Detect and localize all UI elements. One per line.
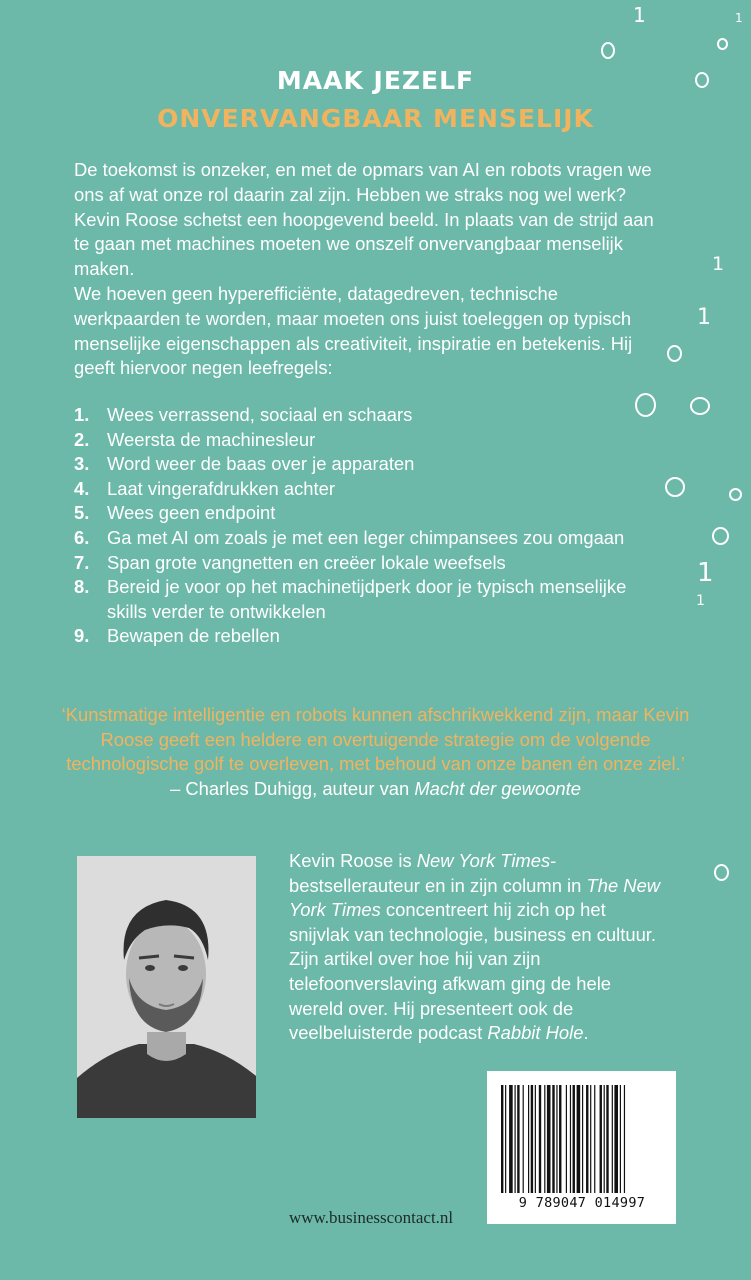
author-photo [77, 856, 256, 1118]
list-number: 8. [74, 576, 90, 598]
title-line-1: MAAK JEZELF [276, 66, 475, 95]
barcode-bar [582, 1085, 583, 1193]
bio-text: . [583, 1022, 589, 1044]
list-item [74, 624, 634, 649]
circle-decoration [717, 38, 728, 50]
digit-one-decoration: 1 [633, 3, 646, 27]
list-text: Ga met AI om zoals je met een leger chimpansees zou omgaan [107, 526, 625, 548]
barcode-bar [590, 1085, 591, 1193]
author-bio [289, 849, 669, 1046]
digit-one-decoration: 1 [735, 11, 743, 25]
list-number: 6. [74, 526, 90, 548]
barcode-bar [523, 1085, 524, 1193]
barcode-bar [544, 1085, 545, 1193]
barcode-bar [600, 1085, 602, 1193]
list-number: 9. [74, 625, 90, 647]
barcode-bar [586, 1085, 588, 1193]
barcode-bar [614, 1085, 618, 1193]
barcode-bar [509, 1085, 513, 1193]
circle-decoration [635, 393, 656, 417]
barcode-bar [624, 1085, 625, 1193]
bio-podcast: Rabbit Hole [487, 1022, 584, 1044]
list-text: Span grote vangnetten en creëer lokale weefsels [107, 551, 506, 573]
barcode-bar [517, 1085, 519, 1193]
list-number: 1. [74, 404, 90, 425]
list-item [74, 551, 634, 576]
list-item [74, 501, 634, 526]
rules-list [74, 403, 634, 649]
barcode-bar [531, 1085, 533, 1193]
bio-text: Kevin Roose is [289, 850, 417, 871]
list-text: Bewapen de rebellen [107, 625, 280, 647]
barcode-bar [566, 1085, 567, 1193]
quote-text: ‘Kunstmatige intelligentie en robots kunnen afschrikwekkend zijn, maar Kevin Roose geeft een heldere en overtuigende strategie om de volgende technologische golf te overleven, met behoud van onze banen én onze ziel.’ [61, 704, 690, 775]
list-item [74, 526, 634, 551]
list-number: 3. [74, 453, 90, 475]
barcode-bar [577, 1085, 581, 1193]
circle-decoration [714, 864, 729, 881]
digit-one-decoration: 1 [712, 253, 725, 275]
barcode-bar [539, 1085, 541, 1193]
circle-decoration [601, 42, 615, 59]
list-text: Wees verrassend, sociaal en schaars [107, 404, 413, 425]
review-quote [60, 703, 691, 801]
circle-decoration [729, 488, 742, 501]
title-line-2: ONVERVANGBAAR MENSELIJK [157, 104, 594, 133]
barcode-bar [515, 1085, 516, 1193]
list-text: Bereid je voor op het machinetijdperk door je typisch menselijke skills verder te ontwikkelen [107, 576, 627, 622]
circle-decoration [712, 527, 729, 545]
barcode-bar [612, 1085, 613, 1193]
list-item [74, 452, 634, 477]
barcode-bar [501, 1085, 503, 1193]
list-number: 2. [74, 428, 90, 450]
barcode-bar [552, 1085, 554, 1193]
author-portrait-icon [77, 856, 256, 1118]
digit-one-decoration: 1 [697, 558, 714, 588]
isbn-number: 9 789047 014997 [518, 1195, 646, 1211]
circle-decoration [690, 397, 710, 415]
intro-paragraph: We hoeven geen hyperefficiënte, datagedreven, technische werkpaarden te worden, maar moeten ons juist toeleggen op typisch menselijke eigenschappen als creativiteit, inspiratie en betekenis. Hij geeft hiervoor negen leefregels: [74, 282, 633, 379]
attribution-book: Macht der gewoonte [414, 777, 581, 799]
list-item [74, 403, 634, 428]
quote-attribution [60, 777, 691, 802]
publisher-url[interactable]: www.businesscontact.nl [289, 1208, 454, 1227]
barcode-bar [559, 1085, 561, 1193]
barcode-bar [528, 1085, 529, 1193]
barcode-bar [573, 1085, 575, 1193]
barcode-bar [606, 1085, 608, 1193]
list-text: Wees geen endpoint [107, 502, 276, 524]
attribution-prefix: – Charles Duhigg, auteur van [170, 777, 415, 799]
list-item [74, 575, 634, 624]
barcode-bar [505, 1085, 506, 1193]
circle-decoration [667, 345, 682, 362]
bio-text: concentreert hij zich op het snijvlak van technologie, business en cultuur. Zijn artikel over hoe hij van zijn telefoonverslaving afkwam ging de hele wereld over. Hij presenteert ook de veelbeluisterde podcast [289, 899, 657, 1044]
digit-one-decoration: 1 [697, 305, 711, 330]
barcode-bar [547, 1085, 551, 1193]
intro-text [74, 158, 654, 381]
barcode-bar [570, 1085, 571, 1193]
list-item [74, 428, 634, 453]
list-number: 4. [74, 477, 90, 499]
list-number: 5. [74, 502, 90, 524]
bio-text: -bestsellerauteur en in zijn column in [289, 850, 587, 896]
list-number: 7. [74, 551, 90, 573]
list-text: Laat vingerafdrukken achter [107, 477, 335, 499]
list-text: Weersta de machinesleur [107, 428, 316, 450]
barcode-bar [556, 1085, 557, 1193]
barcode-bars-icon [501, 1085, 662, 1195]
list-item [74, 477, 634, 502]
circle-decoration [665, 477, 685, 497]
barcode-bar [604, 1085, 605, 1193]
intro-paragraph: De toekomst is onzeker, en met de opmars van AI en robots vragen we ons af wat onze rol daarin zal zijn. Hebben we straks nog wel werk? Kevin Roose schetst een hoopgevend beeld. In plaats van de strijd aan te gaan met machines moeten we onszelf onvervangbaar menselijk maken. [74, 159, 654, 280]
digit-one-decoration: 1 [696, 593, 705, 609]
barcode-bar [535, 1085, 536, 1193]
bio-italic-nyt2: The New York Times [289, 874, 661, 921]
barcode-bar [594, 1085, 595, 1193]
bio-italic-nyt: New York Times [416, 850, 551, 871]
barcode-bar [620, 1085, 621, 1193]
list-text: Word weer de baas over je apparaten [107, 453, 415, 475]
